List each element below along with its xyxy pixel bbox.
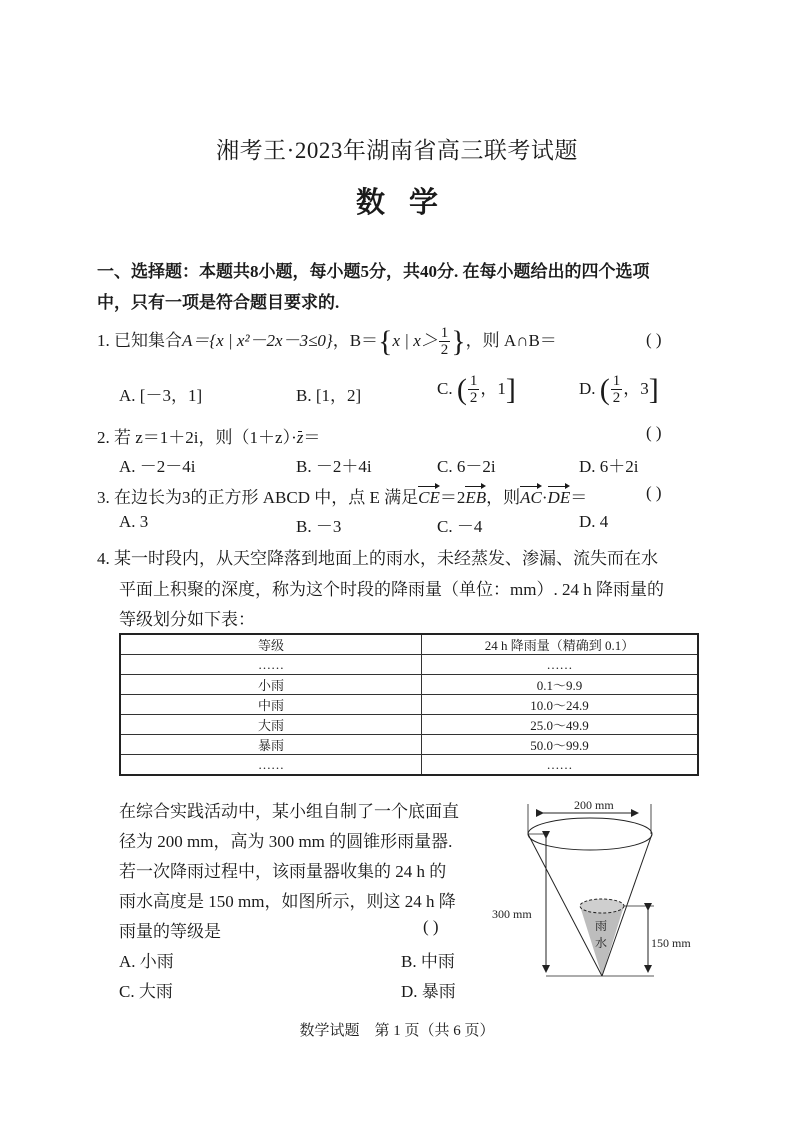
- question-3-stem: 3. 在边长为3的正方形 ABCD 中，点 E 满足CE＝2EB，则AC·DE＝: [97, 488, 588, 507]
- stem-text: ，则 A∩B＝: [465, 331, 557, 350]
- table-row: [120, 715, 698, 735]
- cone-rim: [528, 818, 652, 850]
- answer-paren[interactable]: ( ): [423, 917, 439, 936]
- water-surface: [580, 899, 624, 913]
- stem-text: ＝: [303, 428, 321, 447]
- left-label: 300 mm: [492, 907, 532, 921]
- q4-option-d[interactable]: D. 暴雨: [401, 982, 456, 1001]
- table-header-row: [120, 634, 698, 655]
- table-row: [120, 655, 698, 675]
- stem-text: 已知集合: [114, 331, 182, 350]
- fraction-half: $\frac{1}{2}$: [440, 325, 449, 359]
- q4-option-b[interactable]: B. 中雨: [401, 952, 455, 971]
- q2-option-c[interactable]: C. 6－2i: [437, 457, 496, 476]
- question-4-body-line: 雨水高度是 150 mm，如图所示，则这 24 h 降: [119, 892, 456, 911]
- table-cell: ……: [422, 655, 699, 675]
- question-number: 2.: [97, 428, 110, 447]
- q2-option-a[interactable]: A. －2－4i: [119, 457, 196, 476]
- water-label-1: 雨: [595, 919, 608, 933]
- table-row: [120, 675, 698, 695]
- q2-option-d[interactable]: D. 6＋2i: [579, 457, 639, 476]
- answer-paren[interactable]: ( ): [646, 483, 662, 502]
- question-1-stem: [97, 326, 557, 358]
- q1-option-d[interactable]: D. ( $\frac{1}{2}$ ，3]: [579, 373, 659, 407]
- question-4-body-line: 若一次降雨过程中，该雨量器收集的 24 h 的: [119, 862, 447, 881]
- table-cell: 25.0～49.9: [422, 715, 699, 735]
- question-4-body-line: 雨量的等级是: [119, 922, 221, 941]
- left-brace: {: [378, 325, 393, 359]
- table-cell: 10.0～24.9: [422, 695, 699, 715]
- question-2-stem: [97, 423, 320, 448]
- vector-ac: AC: [520, 488, 542, 507]
- table-cell: 0.1～9.9: [422, 675, 699, 695]
- q3-option-a[interactable]: A. 3: [119, 512, 149, 531]
- question-4-body-line: 在综合实践活动中，某小组自制了一个底面直: [119, 802, 459, 821]
- answer-paren[interactable]: ( ): [646, 423, 662, 442]
- cone-rain-gauge-figure: [488, 792, 708, 990]
- table-cell: 中雨: [120, 695, 422, 715]
- table-cell: ……: [120, 655, 422, 675]
- table-header-cell: 等级: [120, 634, 422, 655]
- q3-option-d[interactable]: D. 4: [579, 512, 609, 531]
- table-cell: 大雨: [120, 715, 422, 735]
- right-label: 150 mm: [651, 936, 691, 950]
- table-row: [120, 695, 698, 715]
- vector-eb: EB: [465, 488, 487, 507]
- water-label-2: 水: [595, 936, 608, 950]
- vector-de: DE: [547, 488, 571, 507]
- table-cell: 50.0～99.9: [422, 735, 699, 755]
- q3-option-b[interactable]: B. －3: [296, 517, 342, 536]
- rainfall-grade-table: [119, 633, 699, 776]
- top-label: 200 mm: [574, 798, 614, 812]
- table-row: [120, 735, 698, 755]
- page-footer: 数学试题 第 1 页（共 6 页）: [299, 1023, 495, 1039]
- subject-title: 数学: [355, 187, 462, 219]
- q1-option-c[interactable]: C. ( $\frac{1}{2}$ ，1]: [437, 373, 516, 407]
- table-cell: 暴雨: [120, 735, 422, 755]
- answer-paren[interactable]: ( ): [646, 330, 662, 349]
- stem-text: 在边长为3的正方形 ABCD 中，点 E 满足: [114, 488, 419, 507]
- stem-text: 若 z＝1＋2i，则（1＋z）·: [114, 428, 297, 447]
- q1-option-b[interactable]: B. [1，2]: [296, 386, 362, 405]
- section-heading-line1: 一、选择题：本题共8小题，每小题5分，共40分. 在每小题给出的四个选项: [97, 262, 650, 281]
- question-4-line3: 等级划分如下表：: [119, 610, 255, 629]
- z-conjugate: z: [296, 428, 304, 447]
- stem-text: ，B＝: [332, 331, 379, 350]
- table-header-cell: 24 h 降雨量（精确到 0.1）: [422, 634, 699, 655]
- question-number: 1.: [97, 331, 110, 350]
- set-a: A＝{x | x²－2x－3≤0}: [182, 331, 333, 350]
- set-b-condition: x | x＞: [392, 331, 438, 350]
- table-row: [120, 755, 698, 776]
- q1-option-a[interactable]: A. [－3，1]: [119, 386, 203, 405]
- question-4-line2: 平面上积聚的深度，称为这个时段的降雨量（单位：mm）. 24 h 降雨量的: [119, 580, 664, 599]
- question-4-body-line: 径为 200 mm，高为 300 mm 的圆锥形雨量器.: [119, 832, 453, 851]
- right-brace: }: [451, 325, 466, 359]
- q2-option-b[interactable]: B. －2＋4i: [296, 457, 372, 476]
- table-cell: ……: [120, 755, 422, 776]
- table-cell: 小雨: [120, 675, 422, 695]
- q3-option-c[interactable]: C. －4: [437, 517, 483, 536]
- question-4-line1: 4. 某一时段内，从天空降落到地面上的雨水，未经蒸发、渗漏、流失而在水: [97, 549, 658, 568]
- question-number: 4.: [97, 549, 110, 568]
- q4-option-c[interactable]: C. 大雨: [119, 982, 173, 1001]
- vector-ce: CE: [418, 488, 440, 507]
- table-cell: ……: [422, 755, 699, 776]
- question-number: 3.: [97, 488, 110, 507]
- q4-option-a[interactable]: A. 小雨: [119, 952, 174, 971]
- exam-title: 湘考王·2023年湖南省高三联考试题: [216, 138, 578, 163]
- section-heading-line2: 中，只有一项是符合题目要求的.: [97, 293, 340, 312]
